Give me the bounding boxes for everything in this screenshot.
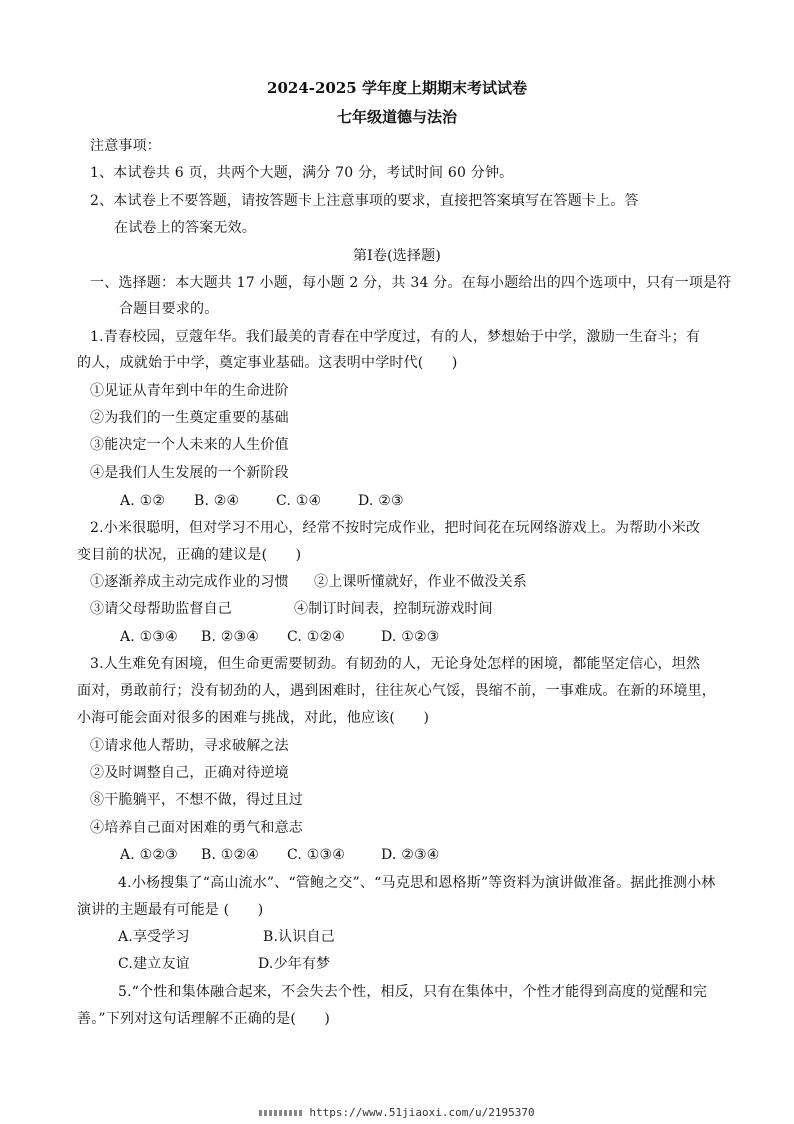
notice-item-1: 1、本试卷共 6 页，共两个大题，满分 70 分，考试时间 60 分钟。 — [90, 165, 514, 181]
q4-stem-a: 4.小杨搜集了“高山流水”、“管鲍之交”、“马克思和恩格斯”等资料为演讲做准备。据此推测小林 — [118, 875, 716, 891]
q4-options-row-1 — [118, 927, 335, 947]
q2-statement-4: ④制订时间表，控制玩游戏时间 — [294, 601, 493, 617]
q4-option-d: D.少年有梦 — [258, 956, 331, 972]
q2-options — [120, 627, 451, 647]
q4-option-b: B.认识自己 — [263, 929, 335, 945]
q3-statement-4: ④培养自己面对困难的勇气和意志 — [90, 820, 303, 836]
notice-item-2a: 2、本试卷上不要答题，请按答题卡上注意事项的要求，直接把答案填写在答题卡上。答 — [90, 193, 639, 209]
q3-statement-1: ①请求他人帮助，寻求破解之法 — [90, 738, 289, 754]
q1-option-c: C. ①④ — [276, 493, 322, 509]
notice-heading: 注意事项： — [90, 138, 161, 154]
q2-option-c: C. ①②④ — [287, 629, 345, 645]
q1-stem-b: 的人，成就始于中学，奠定事业基础。这表明中学时代( ) — [77, 355, 458, 371]
section-title: 第Ⅰ卷(选择题) — [352, 248, 442, 264]
q1-option-d: D. ②③ — [358, 493, 404, 509]
q1-statement-3: ③能决定一个人未来的人生价值 — [90, 437, 289, 453]
q3-option-b: B. ①②④ — [201, 847, 260, 863]
q3-option-c: C. ①③④ — [287, 847, 345, 863]
footer-url[interactable]: https://www.51jiaoxi.com/u/2195370 — [309, 1106, 535, 1119]
q1-option-b: B. ②④ — [194, 493, 240, 509]
q5-stem-a: 5.“个性和集体融合起来，不会失去个性，相反，只有在集体中，个性才能得到高度的觉醒和完 — [118, 984, 708, 1000]
q2-statements-row-2 — [90, 599, 493, 619]
section-intro-a: 一、选择题：本大题共 17 小题，每小题 2 分，共 34 分。在每小题给出的四个选项中，只有一项是符 — [90, 275, 732, 291]
q4-option-c: C.建立友谊 — [118, 956, 190, 972]
q2-statement-3: ③请父母帮助监督自己 — [90, 601, 232, 617]
q3-option-a: A. ①②③ — [120, 847, 178, 863]
q3-stem-c: 小海可能会面对很多的困难与挑战，对此，他应该( ) — [77, 710, 430, 726]
q2-stem-a: 2.小米很聪明，但对学习不用心，经常不按时完成作业，把时间花在玩网络游戏上。为帮助小米改 — [90, 520, 701, 536]
q3-statement-2: ②及时调整自己，正确对待逆境 — [90, 765, 289, 781]
q2-option-b: B. ②③④ — [201, 629, 260, 645]
footer — [0, 1106, 794, 1120]
q3-option-d: D. ②③④ — [381, 847, 440, 863]
q2-stem-b: 变目前的状况，正确的建议是( ) — [77, 547, 302, 563]
q4-option-a: A.享受学习 — [118, 929, 190, 945]
q2-option-a: A. ①③④ — [120, 629, 178, 645]
q3-stem-b: 面对，勇敢前行；没有韧劲的人，遇到困难时，往往灰心气馁，畏缩不前，一事难成。在新的环境里， — [77, 683, 716, 699]
notice-item-2b: 在试卷上的答案无效。 — [114, 220, 256, 236]
q1-statement-1: ①见证从青年到中年的生命进阶 — [90, 383, 289, 399]
q3-options — [120, 845, 451, 865]
exam-title: 2024-2025 学年度上期期末考试试卷 — [267, 79, 527, 97]
q5-stem-b: 善。”下列对这句话理解不正确的是( ) — [77, 1011, 331, 1027]
q2-statements-row-1 — [90, 572, 527, 592]
q2-statement-2: ②上课听懂就好，作业不做没关系 — [314, 574, 527, 590]
q3-stem-a: 3.人生难免有困境，但生命更需要韧劲。有韧劲的人，无论身处怎样的困境，都能坚定信心，坦然 — [90, 656, 701, 672]
q3-statement-3: ⑧干脆躺平，不想不做，得过且过 — [90, 792, 303, 808]
q1-stem-a: 1.青春校园，豆蔻年华。我们最美的青春在中学度过，有的人，梦想始于中学，激励一生奋斗；有 — [90, 329, 701, 345]
q4-options-row-2 — [118, 954, 330, 974]
q1-statement-4: ④是我们人生发展的一个新阶段 — [90, 465, 289, 481]
q2-statement-1: ①逐渐养成主动完成作业的习惯 — [90, 574, 289, 590]
q1-option-a: A. ①② — [120, 493, 166, 509]
q4-stem-b: 演讲的主题最有可能是 ( ) — [77, 902, 264, 918]
exam-subject: 七年级道德与法治 — [336, 108, 457, 126]
q2-option-d: D. ①②③ — [381, 629, 440, 645]
watermark-icon — [259, 1110, 303, 1116]
section-intro-b: 合题目要求的。 — [119, 301, 219, 317]
q1-statement-2: ②为我们的一生奠定重要的基础 — [90, 410, 289, 426]
q1-options — [120, 491, 418, 511]
